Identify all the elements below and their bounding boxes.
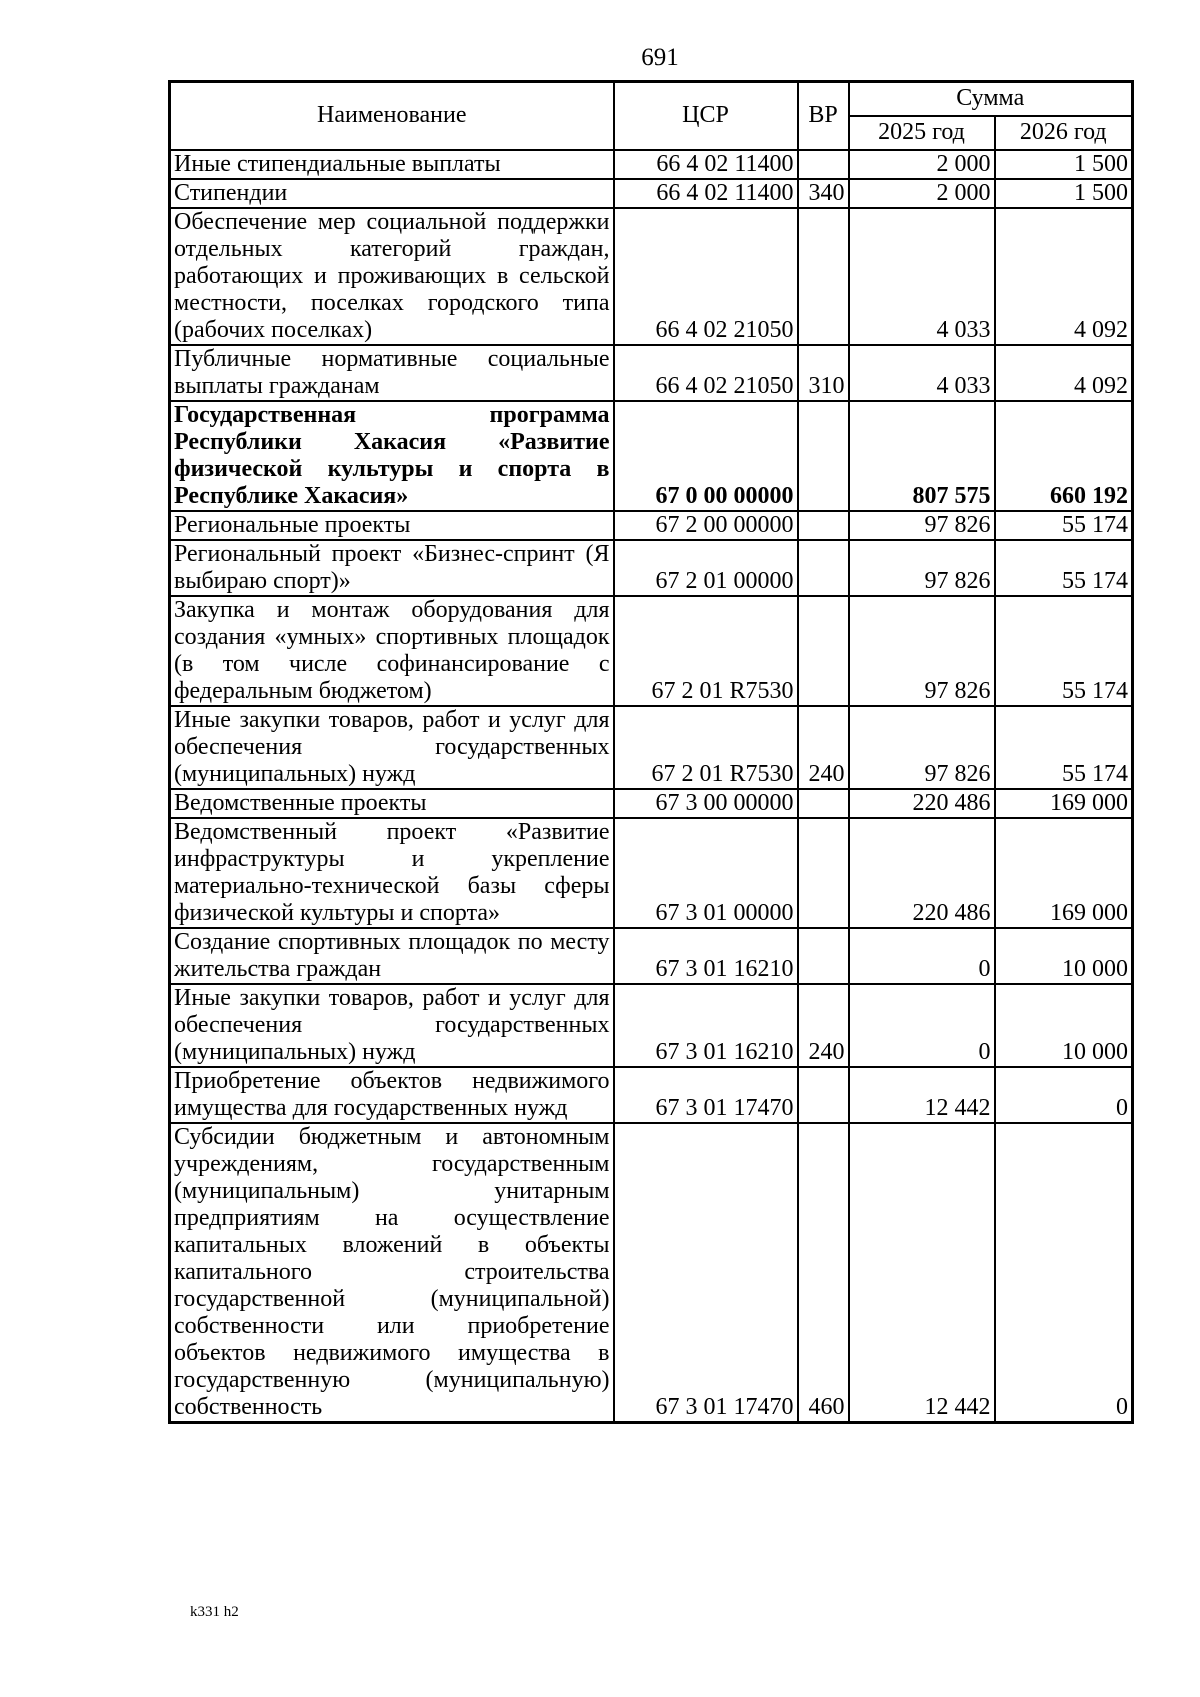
table-body xyxy=(170,150,1133,1423)
row-csr: 67 3 00 00000 xyxy=(614,789,798,818)
row-name: Закупка и монтаж оборудования для создания «умных» спортивных площадок (в том числе софинансирование с федеральным бюджетом) xyxy=(170,596,614,706)
table-row xyxy=(170,345,1133,401)
header-sum: Сумма xyxy=(849,82,1133,116)
header-year-2025: 2025 год xyxy=(849,116,995,150)
row-vr: 460 xyxy=(798,1123,849,1423)
row-csr: 67 3 01 17470 xyxy=(614,1067,798,1123)
row-sum-2025: 12 442 xyxy=(849,1123,995,1423)
row-csr: 66 4 02 11400 xyxy=(614,179,798,208)
row-sum-2025: 0 xyxy=(849,984,995,1067)
row-name: Стипендии xyxy=(170,179,614,208)
row-vr xyxy=(798,789,849,818)
row-sum-2026: 660 192 xyxy=(995,401,1133,511)
row-vr xyxy=(798,540,849,596)
table-row xyxy=(170,984,1133,1067)
footer-code: k331 h2 xyxy=(190,1604,239,1620)
row-sum-2025: 220 486 xyxy=(849,818,995,928)
row-vr xyxy=(798,208,849,345)
row-csr: 67 2 01 R7530 xyxy=(614,706,798,789)
page-number: 691 xyxy=(641,44,679,71)
row-name: Ведомственные проекты xyxy=(170,789,614,818)
table-row xyxy=(170,1067,1133,1123)
row-vr xyxy=(798,1067,849,1123)
row-csr: 67 2 01 R7530 xyxy=(614,596,798,706)
header-vr: ВР xyxy=(798,82,849,150)
row-sum-2026: 55 174 xyxy=(995,511,1133,540)
row-csr: 67 3 01 16210 xyxy=(614,928,798,984)
table-row xyxy=(170,540,1133,596)
row-name: Создание спортивных площадок по месту жительства граждан xyxy=(170,928,614,984)
row-sum-2026: 0 xyxy=(995,1067,1133,1123)
row-sum-2026: 4 092 xyxy=(995,208,1133,345)
row-csr: 67 2 00 00000 xyxy=(614,511,798,540)
table-row xyxy=(170,596,1133,706)
row-sum-2026: 4 092 xyxy=(995,345,1133,401)
row-csr: 67 2 01 00000 xyxy=(614,540,798,596)
row-name: Приобретение объектов недвижимого имущества для государственных нужд xyxy=(170,1067,614,1123)
row-csr: 67 3 01 17470 xyxy=(614,1123,798,1423)
row-name: Субсидии бюджетным и автономным учреждениям, государственным (муниципальным) унитарным предприятиям на осуществление капитальных вложений в объекты капитального строительства государственной (муниципальной) собственности или приобретение объектов недвижимого имущества в государственную (муниципальную) собственность xyxy=(170,1123,614,1423)
row-sum-2025: 0 xyxy=(849,928,995,984)
row-sum-2025: 2 000 xyxy=(849,150,995,179)
row-sum-2025: 807 575 xyxy=(849,401,995,511)
row-csr: 66 4 02 21050 xyxy=(614,345,798,401)
row-name: Ведомственный проект «Развитие инфраструктуры и укрепление материально-технической базы сферы физической культуры и спорта» xyxy=(170,818,614,928)
row-vr xyxy=(798,150,849,179)
row-csr: 67 3 01 00000 xyxy=(614,818,798,928)
row-vr xyxy=(798,511,849,540)
table-row xyxy=(170,818,1133,928)
header-year-2026: 2026 год xyxy=(995,116,1133,150)
budget-table xyxy=(168,80,1134,1424)
header-name: Наименование xyxy=(170,82,614,150)
table-row xyxy=(170,179,1133,208)
row-sum-2026: 55 174 xyxy=(995,706,1133,789)
row-sum-2025: 97 826 xyxy=(849,596,995,706)
row-sum-2026: 55 174 xyxy=(995,540,1133,596)
row-csr: 67 3 01 16210 xyxy=(614,984,798,1067)
row-sum-2026: 0 xyxy=(995,1123,1133,1423)
row-sum-2026: 169 000 xyxy=(995,789,1133,818)
row-sum-2026: 10 000 xyxy=(995,984,1133,1067)
table-row xyxy=(170,706,1133,789)
header-csr: ЦСР xyxy=(614,82,798,150)
row-sum-2025: 2 000 xyxy=(849,179,995,208)
row-name: Иные стипендиальные выплаты xyxy=(170,150,614,179)
row-name: Региональный проект «Бизнес-спринт (Я выбираю спорт)» xyxy=(170,540,614,596)
row-vr: 310 xyxy=(798,345,849,401)
table-row xyxy=(170,401,1133,511)
row-name: Региональные проекты xyxy=(170,511,614,540)
table-row xyxy=(170,150,1133,179)
table-row xyxy=(170,789,1133,818)
row-sum-2026: 1 500 xyxy=(995,179,1133,208)
row-vr xyxy=(798,596,849,706)
row-vr: 240 xyxy=(798,706,849,789)
row-name: Обеспечение мер социальной поддержки отдельных категорий граждан, работающих и проживающих в сельской местности, поселках городского типа (рабочих поселках) xyxy=(170,208,614,345)
table-row xyxy=(170,511,1133,540)
row-sum-2025: 12 442 xyxy=(849,1067,995,1123)
row-csr: 66 4 02 21050 xyxy=(614,208,798,345)
row-sum-2026: 55 174 xyxy=(995,596,1133,706)
row-vr xyxy=(798,401,849,511)
row-vr xyxy=(798,928,849,984)
row-vr: 340 xyxy=(798,179,849,208)
row-name: Государственная программа Республики Хакасия «Развитие физической культуры и спорта в Республике Хакасия» xyxy=(170,401,614,511)
row-sum-2025: 4 033 xyxy=(849,208,995,345)
row-name: Публичные нормативные социальные выплаты гражданам xyxy=(170,345,614,401)
row-vr xyxy=(798,818,849,928)
row-sum-2026: 169 000 xyxy=(995,818,1133,928)
row-csr: 66 4 02 11400 xyxy=(614,150,798,179)
row-sum-2025: 97 826 xyxy=(849,540,995,596)
row-sum-2025: 97 826 xyxy=(849,706,995,789)
row-csr: 67 0 00 00000 xyxy=(614,401,798,511)
row-sum-2025: 4 033 xyxy=(849,345,995,401)
row-vr: 240 xyxy=(798,984,849,1067)
row-name: Иные закупки товаров, работ и услуг для обеспечения государственных (муниципальных) нужд xyxy=(170,984,614,1067)
row-sum-2026: 1 500 xyxy=(995,150,1133,179)
table-row xyxy=(170,208,1133,345)
row-sum-2026: 10 000 xyxy=(995,928,1133,984)
row-sum-2025: 220 486 xyxy=(849,789,995,818)
table-row xyxy=(170,1123,1133,1423)
row-sum-2025: 97 826 xyxy=(849,511,995,540)
row-name: Иные закупки товаров, работ и услуг для обеспечения государственных (муниципальных) нужд xyxy=(170,706,614,789)
table-row xyxy=(170,928,1133,984)
